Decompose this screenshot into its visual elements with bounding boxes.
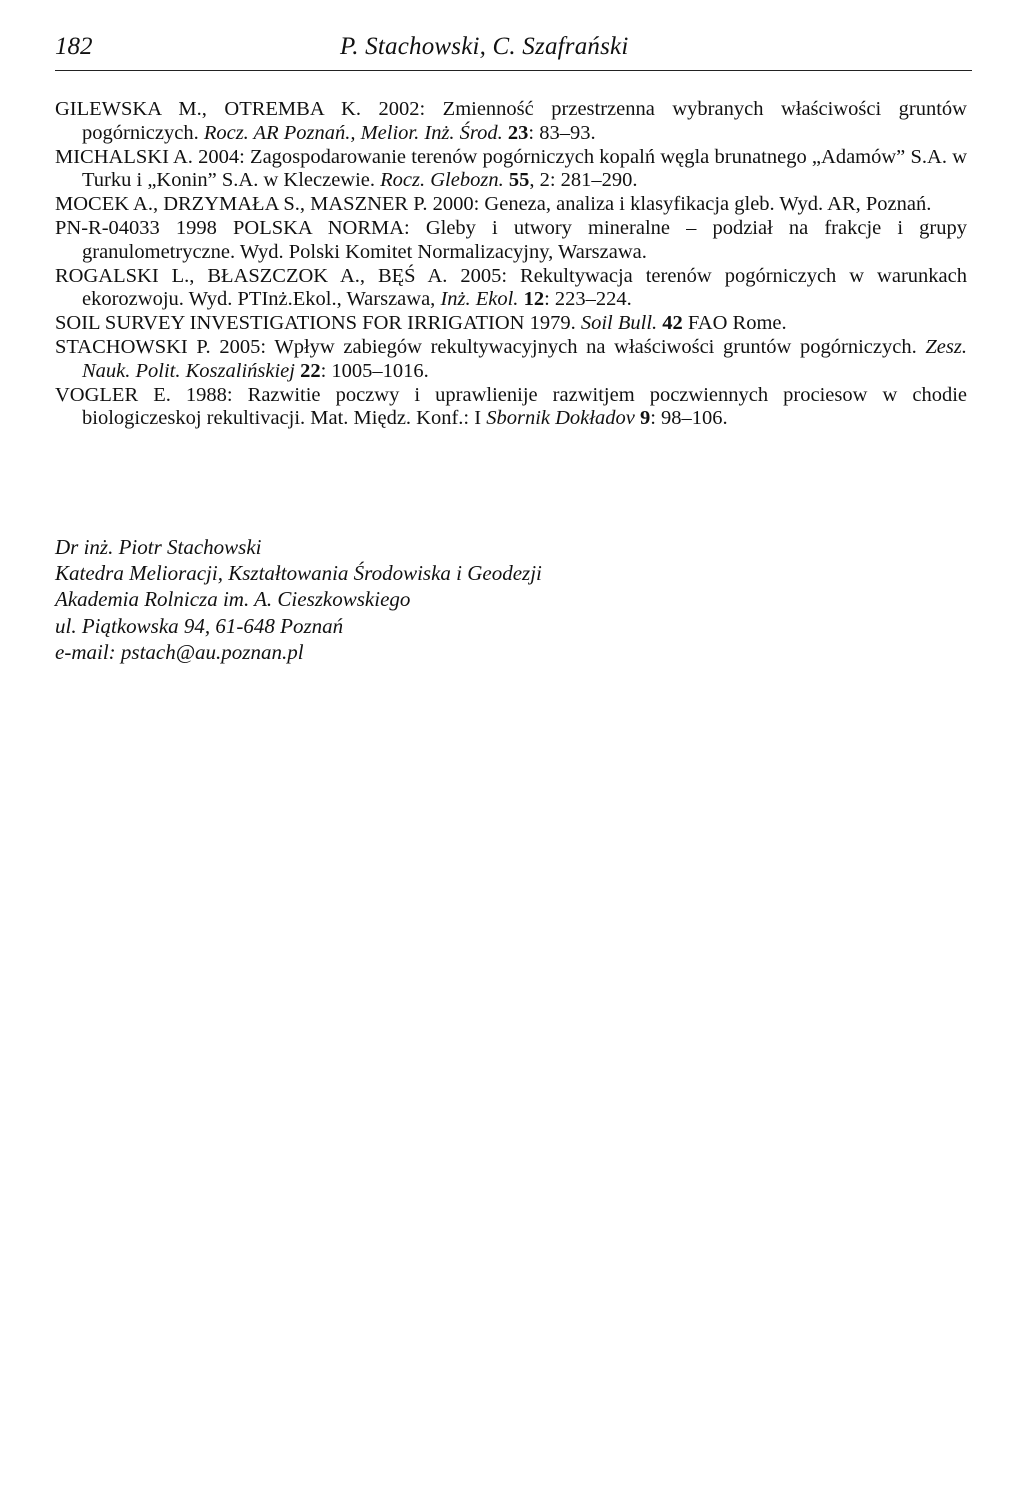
author-affiliation xyxy=(55,534,755,665)
reference-item: VOGLER E. 1988: Razwitie poczwy i uprawlienije razwitjem poczwiennych prociesow w chodie biologiczeskoj rekultivacji. Mat. Międz. Konf.: I Sbornik Dokładov 9: 98–106. xyxy=(55,383,967,430)
reference-item: ROGALSKI L., BŁASZCZOK A., BĘŚ A. 2005: Rekultywacja terenów pogórniczych w warunkach ekorozwoju. Wyd. PTInż.Ekol., Warszawa, Inż. Ekol. 12: 223–224. xyxy=(55,264,967,311)
running-title: P. Stachowski, C. Szafrański xyxy=(340,33,629,60)
reference-item: MOCEK A., DRZYMAŁA S., MASZNER P. 2000: Geneza, analiza i klasyfikacja gleb. Wyd. AR, Poznań. xyxy=(55,193,932,216)
author-name: Dr inż. Piotr Stachowski xyxy=(55,535,262,559)
author-email: e-mail: pstach@au.poznan.pl xyxy=(55,639,304,664)
running-header xyxy=(55,30,972,71)
reference-item: SOIL SURVEY INVESTIGATIONS FOR IRRIGATION 1979. Soil Bull. 42 FAO Rome. xyxy=(55,312,787,335)
reference-item: GILEWSKA M., OTREMBA K. 2002: Zmienność przestrzenna wybranych właściwości gruntów pogórniczych. Rocz. AR Poznań., Melior. Inż. Środ. 23: 83–93. xyxy=(55,98,967,144)
author-institution: Akademia Rolnicza im. A. Cieszkowskiego xyxy=(55,587,411,612)
page-number: 182 xyxy=(55,33,93,60)
author-address: ul. Piątkowska 94, 61-648 Poznań xyxy=(55,613,344,638)
reference-item: MICHALSKI A. 2004: Zagospodarowanie terenów pogórniczych kopalń węgla brunatnego „Adamów” S.A. w Turku i „Konin” S.A. w Kleczewie. Rocz. Glebozn. 55, 2: 281–290. xyxy=(55,145,967,192)
author-department: Katedra Melioracji, Kształtowania Środowiska i Geodezji xyxy=(55,561,542,586)
reference-item: PN-R-04033 1998 POLSKA NORMA: Gleby i utwory mineralne – podział na frakcje i grupy granulometryczne. Wyd. Polski Komitet Normalizacyjny, Warszawa. xyxy=(55,216,967,263)
references-list xyxy=(55,98,967,431)
reference-item: STACHOWSKI P. 2005: Wpływ zabiegów rekultywacyjnych na właściwości gruntów pogórniczych. Zesz. Nauk. Polit. Koszalińskiej 22: 1005–1016. xyxy=(55,335,967,382)
